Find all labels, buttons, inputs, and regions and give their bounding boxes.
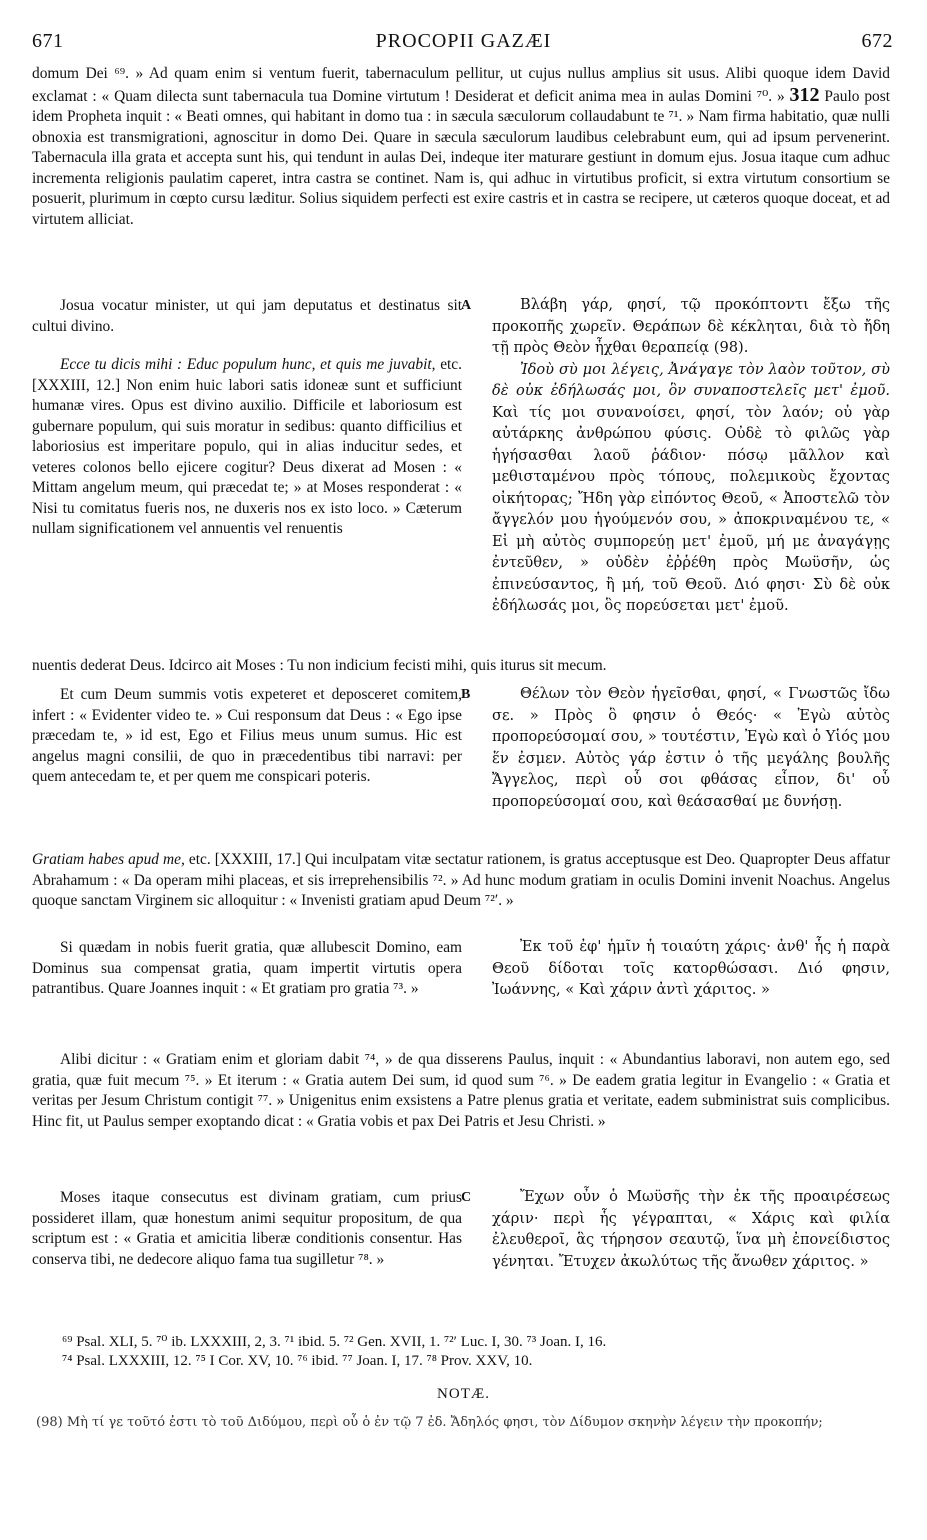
notae-text: (98) Μὴ τί γε τοῦτό ἐστι τὸ τοῦ Διδύμου, περὶ οὗ ὁ ἐν τῷ 7 ἐδ. Ἄδηλός φησι, τὸν Δίδυμον σκηνὴν λέγειν τὴν προκοπήν; [36, 1415, 823, 1430]
footnotes-line-2: ⁷⁴ Psal. LXXXIII, 12. ⁷⁵ I Cor. XV, 10. ⁷⁶ ibid. ⁷⁷ Joan. I, 17. ⁷⁸ Prov. XXV, 10. [62, 1353, 533, 1369]
page-number-left: 671 [32, 30, 64, 52]
lemma-ref: etc. [XXXIII, 12.] [32, 356, 462, 394]
latin-lemma-paragraph [32, 355, 462, 540]
opening-text-a: domum Dei ⁶⁹. » Ad quam enim si ventum fuerit, tabernaculum pellitur, ut cujus nullus amplius sit usus. Alibi quoque idem David exclamat : « Quam dilecta sunt tabernacula tua Domine virtutum ! Desiderat et deficit anima mea in aulas Domini ⁷⁰. » [32, 65, 890, 105]
running-title: PROCOPII GAZÆI [375, 30, 552, 52]
latin-column-b [32, 685, 462, 788]
notae-heading: NOTÆ. [437, 1386, 490, 1402]
margin-marker-a: A [461, 298, 472, 313]
greek-text-c: Ἔχων οὖν ὁ Μωϋσῆς τὴν ἐκ τῆς προαιρέσεως χάριν· περὶ ἧς γέγραπται, « Χάρις καὶ φιλία ἐλευθεροῖ, ἃς τήρησον σεαυτῷ, ἵνα μὴ ἐπονείδιστος γένηται. Ἔτυχεν ἀκωλύτως τῆς ἄνωθεν χάριτος. » [492, 1188, 890, 1270]
lemma-gratiam: Gratiam habes apud me, [32, 851, 185, 868]
opening-text-b: Paulo post idem Propheta inquit : « Beati omnes, qui habitant in domo tua : in sæcula sæculorum collaudabunt te ⁷¹. » Nam firma habitatio, quæ nulli obnoxia est transmigrationi, agnoscitur in domo Dei. Quare in sæcula sæculorum laudibus celebrabunt eum, qui ad ipsum pervenerint. Tabernacula illa grata et accepta sunt his, qui tendunt in aulas Dei, indeque iter maturare gestiunt in domum ejus. Josua itaque cum adhuc incrementa religionis paulatim caperet, intra castra se continet. Nam is, qui adhuc in virtutibus proficit, si extra virtutum consortium se posuerit, plurimum in cœpto cursu læditur. Solius siquidem perfecti est exire castris et in castra se recipere, ut cæteros quoque doceat, et ad virtutem alliciat. [32, 87, 890, 228]
footnotes-line-1: ⁶⁹ Psal. XLI, 5. ⁷⁰ ib. LXXXIII, 2, 3. ⁷¹ ibid. 5. ⁷² Gen. XVII, 1. ⁷²′ Luc. I, 30. ⁷³ Joan. I, 16. [62, 1334, 607, 1350]
greek-column-a [492, 294, 890, 617]
latin-column-c [32, 1188, 462, 1270]
latin-minister: Josua vocatur minister, ut qui jam deputatus et destinatus sit cultui divino. [32, 297, 462, 335]
greek-text-a2 [492, 359, 890, 617]
greek-commentary-a: Καὶ τίς μοι συνανοίσει, φησί, τὸν λαόν; οὐ γὰρ αὐτάρκης ἀνθρώπου φύσις. Οὐδὲ τὸ φιλῶς γὰρ ἡγήσασθαι λαοῦ ῥάδιον· πόσῳ μᾶλλον καὶ μεθισταμένου πρὸς τόπους, πολεμικοὺς ἔχοντας οἰκήτορας; Ἤδη γὰρ εἰπόντος Θεοῦ, « Ἀποστελῶ τὸν ἄγγελόν μου ἡγούμενόν σου, » ἀποκριναμένου τε, « Εἰ μὴ αὐτὸς συμπορεύῃ μετ' ἐμοῦ, μή με ἀναγάγῃς ἐντεῦθεν, » οὐδὲν ἐῤῥέθη πρὸς Μωϋσῆν, ὡς ἐπινεύσαντος, ἢ μή, τοῦ Θεοῦ. Διό φησι· Σὺ δὲ οὐκ ἐδήλωσάς μοι, ὃς πορεύσεται μετ' ἐμοῦ. [492, 403, 890, 614]
greek-text-3: Ἐκ τοῦ ἐφ' ἡμῖν ἡ τοιαύτη χάρις· ἀνθ' ἧς ἡ παρὰ Θεοῦ δίδοται τοῖς κατορθώσασι. Διό φησιν, Ἰωάννης, « Καὶ χάριν ἀντὶ χάριτος. » [492, 938, 890, 998]
section-number: 312 [789, 83, 820, 106]
page-number-right: 672 [861, 30, 893, 52]
latin-text-b: Et cum Deum summis votis expeteret et deposceret comitem, infert : « Evidenter video te. » Cui responsum dat Deus : « Ego ipse præcedam te, » id est, Ego et Filius meus unum sumus. Hic est angelus magni consilii, de quo in præcedentibus tibi narravi: per quem antecedam te, et per quem me conspicari poteris. [32, 686, 462, 785]
margin-marker-b: B [461, 687, 471, 702]
paragraph-alibi [32, 1050, 890, 1132]
greek-text-a1: Βλάβη γάρ, φησί, τῷ προκόπτοντι ἔξω τῆς προκοπῆς χωρεῖν. Θεράπων δὲ κέκληται, διὰ τὸ ἤδη τῇ πρὸς Θεὸν ἦχθαι θεραπείᾳ (98). [492, 296, 890, 356]
greek-column-b [492, 683, 890, 812]
latin-commentary-a: Non enim huic labori satis idoneæ sunt et sufficiunt humanæ vires. Opus est divino auxilio. Difficile et laboriosum est gubernare populum, qui suis moratur in sedibus: quanto difficilius et laboriosius est imperitare populo, qui in alias inducitur sedes, et veteres colonos bello ejicere cogitur? Deus dixerat ad Mosen : « Mittam angelum meum, qui præcedat te; » at Moses responderat : « Nisi tu comitatus fueris nos, ne duxeris nos ex isto loco. » Cæterum nullam significationem vel annuentis vel renuentis [32, 376, 463, 537]
gratiam-commentary: etc. [XXXIII, 17.] Qui inculpatam vitæ sectatur rationem, is gratus acceptusque est Deo. Quapropter Deus affatur Abrahamum : « Da operam mihi placeas, et sis irreprehensibilis ⁷². » Ad hunc modum gratiam in oculis Domini invenit Noachus. Angelus quoque sanctam Virginem sic alloquitur : « Invenisti gratiam apud Deum ⁷²′. » [32, 851, 890, 909]
greek-text-b: Θέλων τὸν Θεὸν ἡγεῖσθαι, φησί, « Γνωστῶς ἴδω σε. » Πρὸς ὃ φησιν ὁ Θεός· « Ἐγὼ αὐτὸς προπορεύσομαί σου, » τουτέστιν, Ἐγὼ καὶ ὁ Υἱός μου ἕν ἐσμεν. Αὐτὸς γάρ ἐστιν ὁ τῆς μεγάλης βουλῆς Ἄγγελος, περὶ οὗ σοι φθάσας εἶπον, δι' οὗ προπορεύσομαί σου, καὶ θεάσασθαί με δυνήσῃ. [492, 685, 890, 810]
latin-column-3 [32, 938, 462, 1000]
paragraph-opening [32, 64, 890, 230]
latin-text-3: Si quædam in nobis fuerit gratia, quæ allubescit Domino, eam Dominus sua compensat gratia, quam impertit virtutis opera patrantibus. Quare Joannes inquit : « Et gratiam pro gratia ⁷³. » [32, 939, 462, 997]
greek-column-c [492, 1186, 890, 1272]
lemma-ecce: Ecce tu dicis mihi : Educ populum hunc, et quis me juvabit, [60, 356, 436, 373]
paragraph-gratiam [32, 850, 890, 912]
latin-text-c: Moses itaque consecutus est divinam gratiam, cum prius possideret illam, quæ honestum animi sequitur propositum, de qua scriptum est : « Gratia et amicitia liberæ conditionis consentur. Has conserva tibi, ne dedecore aliquo fama tua sugilletur ⁷⁸. » [32, 1189, 462, 1268]
greek-column-3 [492, 936, 890, 1001]
greek-lemma: Ἰδοὺ σὺ μοι λέγεις, Ἀνάγαγε τὸν λαὸν τοῦτον, σὺ δὲ οὐκ ἐδήλωσάς μοι, ὃν συναποστελεῖς μετ' ἐμοῦ. [492, 360, 890, 399]
margin-marker-c: C [461, 1190, 472, 1205]
latin-column-a [32, 296, 462, 540]
alibi-text: Alibi dicitur : « Gratiam enim et gloriam dabit ⁷⁴, » de qua disserens Paulus, inquit : « Abundantius laboravi, non autem ego, sed gratia, quæ fuit mecum ⁷⁵. » Et iterum : « Gratia autem Dei sum, id quod sum ⁷⁶. » De eadem gratia legitur in Evangelio : « Gratia et veritas per Jesum Christum contigit ⁷⁷. » Unigenitus enim exsistens a Patre plenus gratia et veritate, eadem subministrat suis complicibus. Hinc fit, ut Paulus semper exoptando dicat : « Gratia vobis et pax Dei Patris et Jesu Christi. » [32, 1051, 890, 1130]
bridge-line: nuentis dederat Deus. Idcirco ait Moses : Tu non indicium fecisti mihi, quis iturus sit mecum. [32, 657, 607, 674]
